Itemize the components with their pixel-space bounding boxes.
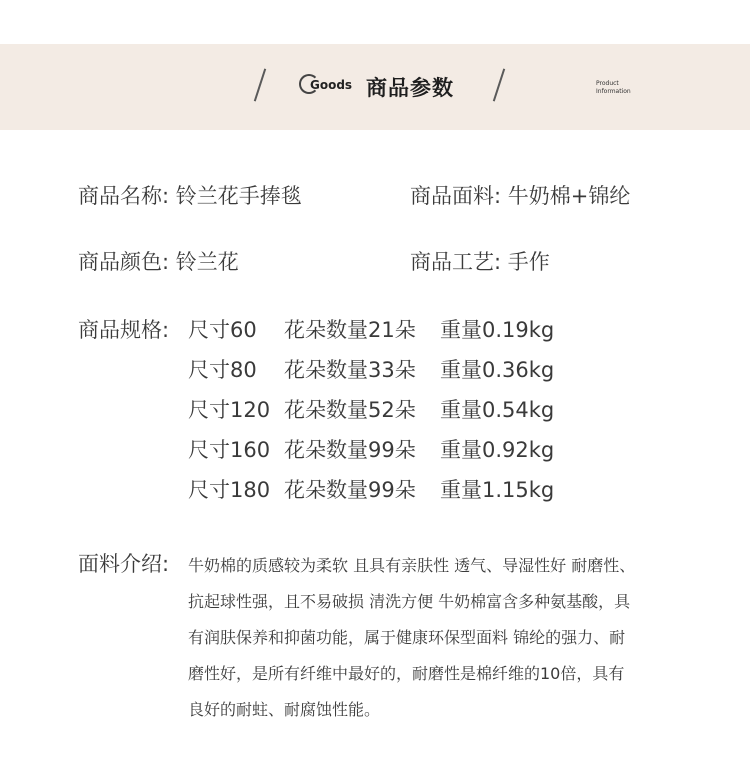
spec-flowers: 花朵数量52朵 — [284, 398, 416, 422]
param-craft-label: 商品工艺: — [410, 250, 502, 274]
spec-weight: 重量0.19kg — [440, 318, 555, 342]
param-spec-label: 商品规格: — [78, 318, 170, 342]
param-fabric-label: 商品面料: — [410, 184, 502, 208]
spec-flowers: 花朵数量99朵 — [284, 478, 416, 502]
spec-size: 尺寸80 — [188, 358, 257, 382]
param-fabric-value: 牛奶棉+锦纶 — [507, 184, 631, 208]
param-craft — [410, 246, 550, 276]
spec-size: 尺寸120 — [188, 398, 271, 422]
section-header-banner — [0, 44, 750, 130]
intro-line: 磨性好，是所有纤维中最好的，耐磨性是棉纤维的10倍，具有 — [188, 664, 625, 683]
spec-weight: 重量0.36kg — [440, 358, 555, 382]
param-color-value: 铃兰花 — [175, 250, 239, 274]
param-name-value: 铃兰花手捧毯 — [175, 184, 302, 208]
english-line-2: Information — [596, 88, 631, 95]
spec-size: 尺寸180 — [188, 478, 271, 502]
intro-line: 牛奶棉的质感较为柔软 且具有亲肤性 透气、导湿性好 耐磨性、 — [188, 556, 636, 575]
decorative-slash-left — [254, 69, 266, 102]
section-title-english — [596, 80, 631, 96]
param-name — [78, 180, 302, 210]
spec-size: 尺寸60 — [188, 318, 257, 342]
intro-line: 抗起球性强，且不易破损 清洗方便 牛奶棉富含多种氨基酸，具 — [188, 592, 631, 611]
decorative-slash-right — [493, 69, 505, 102]
param-color-label: 商品颜色: — [78, 250, 170, 274]
spec-flowers: 花朵数量99朵 — [284, 438, 416, 462]
spec-flowers: 花朵数量33朵 — [284, 358, 416, 382]
intro-line: 良好的耐蛀、耐腐蚀性能。 — [188, 700, 381, 719]
param-craft-value: 手作 — [507, 250, 550, 274]
intro-line: 有润肤保养和抑菌功能，属于健康环保型面料 锦纶的强力、耐 — [188, 628, 626, 647]
spec-weight: 重量0.54kg — [440, 398, 555, 422]
param-color — [78, 246, 239, 276]
goods-word: Goods — [310, 78, 353, 92]
english-line-1: Product — [596, 80, 619, 87]
spec-size: 尺寸160 — [188, 438, 271, 462]
param-fabric — [410, 180, 630, 210]
spec-flowers: 花朵数量21朵 — [284, 318, 416, 342]
spec-weight: 重量0.92kg — [440, 438, 555, 462]
section-title: 商品参数 — [366, 76, 454, 100]
spec-weight: 重量1.15kg — [440, 478, 555, 502]
param-name-label: 商品名称: — [78, 184, 170, 208]
fabric-intro-label: 面料介绍: — [78, 552, 170, 576]
